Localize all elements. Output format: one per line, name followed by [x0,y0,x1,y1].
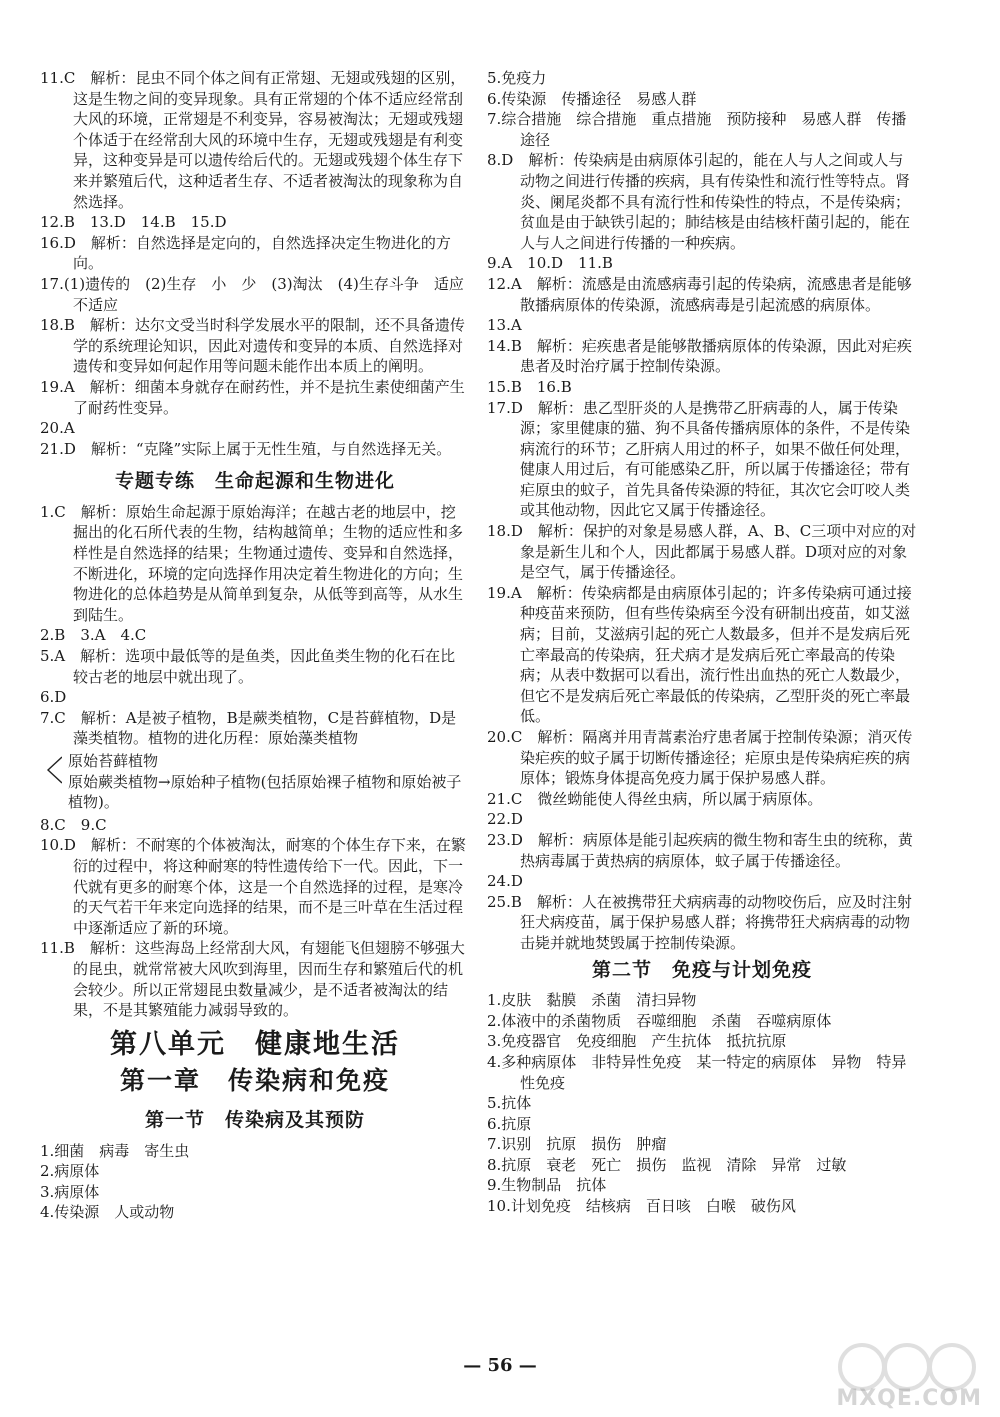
sec1-answer-3: 3.病原体 [40,1182,100,1201]
special-answer-8-9: 8.C 9.C [40,815,107,834]
section-2-heading: 第二节 免疫与计划免疫 [591,958,812,981]
sec2-answer-5: 5.抗体 [487,1094,532,1113]
sec1-answer-5: 5.免疫力 [487,69,547,87]
answer-20: 20.A [40,419,75,438]
special-answer-1: 1.C 解析：原始生命起源于原始海洋；在越古老的地层中，挖掘出的化石所代表的生物，结构越简单；生物的适应性和多样性是自然选择的结果；生物通过遗传、变异和自然选择，不断进化，环境的定向选择作用决定着生物进化的方向；生物进化的总体趋势是从简单到复杂，从低等到高等，从水生到陆生。 [40,502,464,624]
special-answer-5: 5.A 解析：选项中最低等的是鱼类，因此鱼类生物的化石在比较古老的地层中就出现了。 [40,647,456,686]
sec2-answer-6: 6.抗原 [487,1114,532,1133]
sec1-answer-14: 14.B 解析：疟疾患者是能够散播病原体的传染源，因此对疟疾患者及时治疗属于控制传染源。 [487,336,912,376]
sec1-answer-1: 1.细菌 病毒 寄生虫 [40,1141,190,1160]
sec1-answer-12: 12.A 解析：流感是由流感病毒引起的传染病，流感患者是能够散播病原体的传染源，流感病毒是引起流感的病原体。 [487,274,912,314]
sec2-answer-9: 9.生物制品 抗体 [487,1176,607,1195]
sec1-answer-8: 8.D 解析：传染病是由病原体引起的，能在人与人之间或人与动物之间进行传播的疾病，具有传染性和流行性等特点。肾炎、阑尾炎都不具有流行性和传染性的特点，不是传染病；贫血是由于缺铁引起的；肺结核是由结核杆菌引起的，能在人与人之间进行传播的一种疾病。 [487,151,911,252]
special-answer-10: 10.D 解析：不耐寒的个体被淘汰，耐寒的个体生存下来，在繁衍的过程中，将这种耐寒的特性遗传给下一代。因此，下一代就有更多的耐寒个体，这是一个自然选择的过程，是寒冷的天气若干年来定向选择的结果，而不是三叶草在生活过程中逐渐适应了新的环境。 [40,836,466,937]
sec2-answer-1: 1.皮肤 黏膜 杀菌 清扫异物 [487,991,697,1010]
special-answer-7: 7.C 解析：A是被子植物，B是蕨类植物，C是苔藓植物，D是藻类植物。植物的进化历程：原始藻类植物 [40,708,457,748]
sec1-answer-6: 6.传染源 传播途径 易感人群 [487,89,697,108]
sec1-answer-7: 7.综合措施 综合措施 重点措施 预防接种 易感人群 传播途径 [487,110,907,149]
special-answer-11: 11.B 解析：这些海岛上经常刮大风，有翅能飞但翅膀不够强大的昆虫，就常常被大风吹到海里，因而生存和繁殖后代的机会较少。所以正常翅昆虫数量减少，是不适者被淘汰的结果，不是其繁殖能力减弱导致的。 [40,939,465,1020]
sec1-answer-17: 17.D 解析：患乙型肝炎的人是携带乙肝病毒的人，属于传染源；家里健康的猫、狗不具备传播病原体的条件，不是传染病流行的环节；乙肝病人用过的杯子，如果不做任何处理，健康人用过后，有可能感染乙肝，所以属于传播途径；带有疟原虫的蚊子，首先具备传染源的特征，其次它会叮咬人类或其他动物，因此它又属于传播途径。 [487,398,911,520]
sec1-answer-24: 24.D [487,872,523,891]
sec1-answer-20: 20.C 解析：隔离并用青蒿素治疗患者属于控制传染源；消灭传染疟疾的蚊子属于切断传播途径；疟原虫是传染病疟疾的病原体；锻炼身体提高免疫力属于保护易感人群。 [487,728,913,788]
chapter-heading: 第一章 传染病和免疫 [119,1066,390,1096]
special-practice-heading: 专题专练 生命起源和生物进化 [114,470,395,493]
sec1-answer-2: 2.病原体 [40,1162,100,1181]
sec2-answer-4: 4.多种病原体 非特异性免疫 某一特定的病原体 异物 特异性免疫 [487,1052,907,1092]
answer-17: 17.(1)遗传的 (2)生存 小 少 (3)淘汰 (4)生存斗争 适应 不适应 [40,274,479,314]
answer-12-15: 12.B 13.D 14.B 15.D [40,213,227,232]
right-column [487,68,917,1217]
plant-evolution-tree [40,751,470,813]
sec1-answer-21: 21.C 微丝蚴能使人得丝虫病，所以属于病原体。 [487,789,823,808]
sec2-answer-8: 8.抗原 衰老 死亡 损伤 监视 清除 异常 过敏 [487,1155,847,1174]
watermark-text: MXQE.COM [836,1386,982,1411]
left-column [40,68,479,1223]
unit-heading: 第八单元 健康地生活 [110,1028,400,1060]
sec1-answer-25: 25.B 解析：人在被携带狂犬病病毒的动物咬伤后，应及时注射狂犬病疫苗，属于保护易感人群；将携带狂犬病病毒的动物击毙并就地焚毁属于控制传染源。 [487,892,912,952]
branch-brace-icon [46,755,62,785]
sec2-answer-7: 7.识别 抗原 损伤 肿瘤 [487,1135,667,1154]
sec1-answer-15-16: 15.B 16.B [487,377,572,396]
answer-11: 11.C 解析：昆虫不同个体之间有正常翅、无翅或残翅的区别，这是生物之间的变异现象。具有正常翅的个体不适应经常刮大风的环境，正常翅是不利变异，容易被淘汰；无翅或残翅个体适于在经常刮大风的环境中生存，无翅或残翅是有利变异，这种变异是可以遗传给后代的。无翅或残翅个体生存下来并繁殖后代，这种适者生存、不适者被淘汰的现象称为自然选择。 [40,69,466,211]
answer-21: 21.D 解析：“克隆”实际上属于无性生殖，与自然选择无关。 [40,439,452,458]
special-answer-2-4: 2.B 3.A 4.C [40,626,147,645]
sec2-answer-10: 10.计划免疫 结核病 百日咳 白喉 破伤风 [487,1197,796,1216]
special-answer-6: 6.D [40,688,67,707]
answer-16: 16.D 解析：自然选择是定向的，自然选择决定生物进化的方向。 [40,233,451,273]
tree-branch-fern: 原始蕨类植物→原始种子植物(包括原始裸子植物和原始被子植物)。 [68,772,462,812]
sec2-answer-3: 3.免疫器官 免疫细胞 产生抗体 抵抗抗原 [487,1032,787,1051]
sec1-answer-22: 22.D [487,810,523,829]
tree-branch-moss: 原始苔藓植物 [68,752,159,770]
sec2-answer-2: 2.体液中的杀菌物质 吞噬细胞 杀菌 吞噬病原体 [487,1011,832,1030]
section-1-heading: 第一节 传染病及其预防 [144,1108,365,1131]
answer-19: 19.A 解析：细菌本身就存在耐药性，并不是抗生素使细菌产生了耐药性变异。 [40,377,465,417]
sec1-answer-13: 13.A [487,316,522,335]
sec1-answer-18: 18.D 解析：保护的对象是易感人群，A、B、C三项中对应的对象是新生儿和个人，因此都属于易感人群。D项对应的对象是空气，属于传播途径。 [487,522,917,582]
sec1-answer-23: 23.D 解析：病原体是能引起疾病的微生物和寄生虫的统称，黄热病毒属于黄热病的病原体，蚊子属于传播途径。 [487,830,913,870]
answer-18: 18.B 解析：达尔文受当时科学发展水平的限制，还不具备遗传学的系统理论知识，因此对遗传和变异的本质、自然选择对遗传和变异如何起作用等问题未能作出本质上的阐明。 [40,316,465,376]
sec1-answer-9-11: 9.A 10.D 11.B [487,254,613,273]
sec1-answer-19: 19.A 解析：传染病都是由病原体引起的；许多传染病可通过接种疫苗来预防，但有些传染病至今没有研制出疫苗，如艾滋病；目前，艾滋病引起的死亡人数最多，但并不是发病后死亡率最高的传染病，狂犬病才是发病后死亡率最高的传染病；从表中数据可以看出，流行性出血热的死亡人数最少，但它不是发病后死亡率最低的传染病，乙型肝炎的死亡率最低。 [487,583,912,726]
sec1-answer-4: 4.传染源 人或动物 [40,1203,175,1222]
page-number: — 56 — [463,1355,537,1376]
